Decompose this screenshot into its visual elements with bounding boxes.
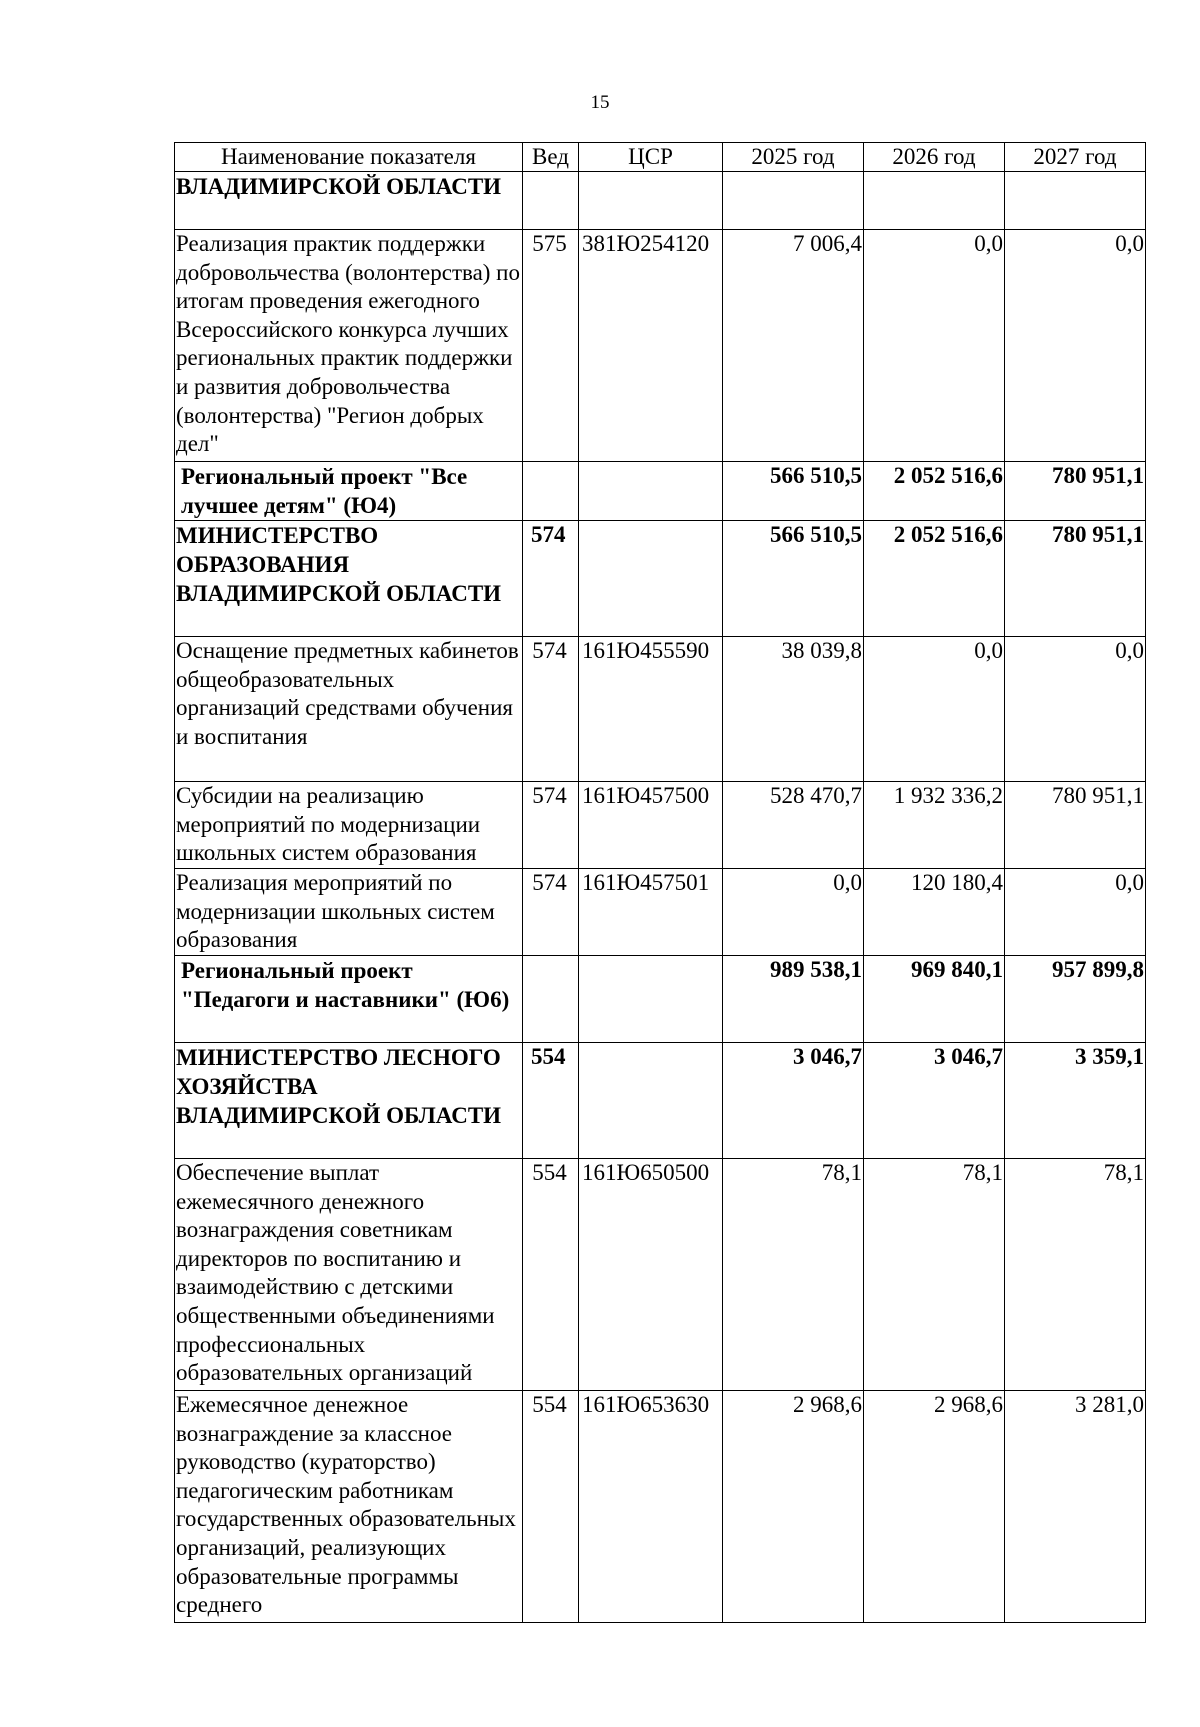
row-2026: 1 932 336,2 (864, 782, 1005, 869)
row-2025: 38 039,8 (723, 637, 864, 782)
row-2027: 0,0 (1005, 869, 1146, 956)
table-header-row (175, 143, 1146, 172)
header-ved: Вед (523, 143, 579, 172)
row-2027: 78,1 (1005, 1159, 1146, 1391)
row-2025: 3 046,7 (723, 1043, 864, 1159)
row-2027: 0,0 (1005, 637, 1146, 782)
row-2026: 2 052 516,6 (864, 462, 1005, 521)
row-ved: 575 (523, 230, 579, 462)
row-2027: 0,0 (1005, 230, 1146, 462)
row-2025 (723, 172, 864, 230)
row-2026 (864, 172, 1005, 230)
row-name: Обеспечение выплат ежемесячного денежного вознаграждения советникам директоров по воспитанию и взаимодействию с детскими общественными объединениями профессиональных образовательных организаций (175, 1159, 523, 1391)
row-csr: 161Ю457500 (579, 782, 723, 869)
table-row (175, 782, 1146, 869)
row-csr (579, 1043, 723, 1159)
row-csr (579, 462, 723, 521)
row-2025: 989 538,1 (723, 956, 864, 1043)
header-name: Наименование показателя (175, 143, 523, 172)
budget-table (174, 142, 1146, 1623)
row-name: Субсидии на реализацию мероприятий по модернизации школьных систем образования (175, 782, 523, 869)
table-row (175, 172, 1146, 230)
row-csr: 161Ю650500 (579, 1159, 723, 1391)
table-row (175, 1391, 1146, 1623)
row-name: Оснащение предметных кабинетов общеобразовательных организаций средствами обучения и воспитания (175, 637, 523, 782)
table-row (175, 462, 1146, 521)
header-2026: 2026 год (864, 143, 1005, 172)
row-csr (579, 172, 723, 230)
table-row (175, 1043, 1146, 1159)
row-2027: 3 359,1 (1005, 1043, 1146, 1159)
row-2027: 957 899,8 (1005, 956, 1146, 1043)
table-row (175, 956, 1146, 1043)
row-csr: 381Ю254120 (579, 230, 723, 462)
row-name: МИНИСТЕРСТВО ЛЕСНОГО ХОЗЯЙСТВА ВЛАДИМИРСКОЙ ОБЛАСТИ (175, 1043, 523, 1159)
row-ved: 574 (523, 521, 579, 637)
row-ved: 554 (523, 1391, 579, 1623)
table-row (175, 230, 1146, 462)
row-csr (579, 956, 723, 1043)
row-2026: 120 180,4 (864, 869, 1005, 956)
table-row (175, 1159, 1146, 1391)
row-2025: 528 470,7 (723, 782, 864, 869)
row-ved (523, 956, 579, 1043)
row-csr (579, 521, 723, 637)
row-2025: 566 510,5 (723, 521, 864, 637)
table-row (175, 869, 1146, 956)
row-2026: 2 968,6 (864, 1391, 1005, 1623)
row-name: Региональный проект "Все лучшее детям" (Ю4) (175, 462, 523, 521)
row-2027 (1005, 172, 1146, 230)
row-2025: 566 510,5 (723, 462, 864, 521)
row-ved: 574 (523, 637, 579, 782)
row-2025: 7 006,4 (723, 230, 864, 462)
row-csr: 161Ю457501 (579, 869, 723, 956)
page-number: 15 (590, 92, 610, 113)
row-csr: 161Ю455590 (579, 637, 723, 782)
row-2026: 3 046,7 (864, 1043, 1005, 1159)
row-2027: 3 281,0 (1005, 1391, 1146, 1623)
header-2025: 2025 год (723, 143, 864, 172)
table-row (175, 637, 1146, 782)
row-2025: 0,0 (723, 869, 864, 956)
row-2026: 0,0 (864, 230, 1005, 462)
row-name: Реализация практик поддержки добровольчества (волонтерства) по итогам проведения ежегодного Всероссийского конкурса лучших региональных практик поддержки и развития добровольчества (волонтерства) "Регион добрых дел" (175, 230, 523, 462)
row-2026: 969 840,1 (864, 956, 1005, 1043)
row-name: Региональный проект "Педагоги и наставники" (Ю6) (175, 956, 523, 1043)
row-csr: 161Ю653630 (579, 1391, 723, 1623)
row-ved: 574 (523, 782, 579, 869)
row-ved: 574 (523, 869, 579, 956)
row-2027: 780 951,1 (1005, 521, 1146, 637)
row-ved: 554 (523, 1043, 579, 1159)
row-name: МИНИСТЕРСТВО ОБРАЗОВАНИЯ ВЛАДИМИРСКОЙ ОБЛАСТИ (175, 521, 523, 637)
table-row (175, 521, 1146, 637)
header-2027: 2027 год (1005, 143, 1146, 172)
row-name: Реализация мероприятий по модернизации школьных систем образования (175, 869, 523, 956)
row-name: Ежемесячное денежное вознаграждение за классное руководство (кураторство) педагогическим работникам государственных образовательных организаций, реализующих образовательные программы среднего (175, 1391, 523, 1623)
header-csr: ЦСР (579, 143, 723, 172)
row-2026: 2 052 516,6 (864, 521, 1005, 637)
row-ved: 554 (523, 1159, 579, 1391)
row-ved (523, 172, 579, 230)
row-2026: 78,1 (864, 1159, 1005, 1391)
row-2027: 780 951,1 (1005, 782, 1146, 869)
row-2025: 78,1 (723, 1159, 864, 1391)
row-2026: 0,0 (864, 637, 1005, 782)
row-2025: 2 968,6 (723, 1391, 864, 1623)
row-name: ВЛАДИМИРСКОЙ ОБЛАСТИ (175, 172, 523, 230)
row-ved (523, 462, 579, 521)
row-2027: 780 951,1 (1005, 462, 1146, 521)
